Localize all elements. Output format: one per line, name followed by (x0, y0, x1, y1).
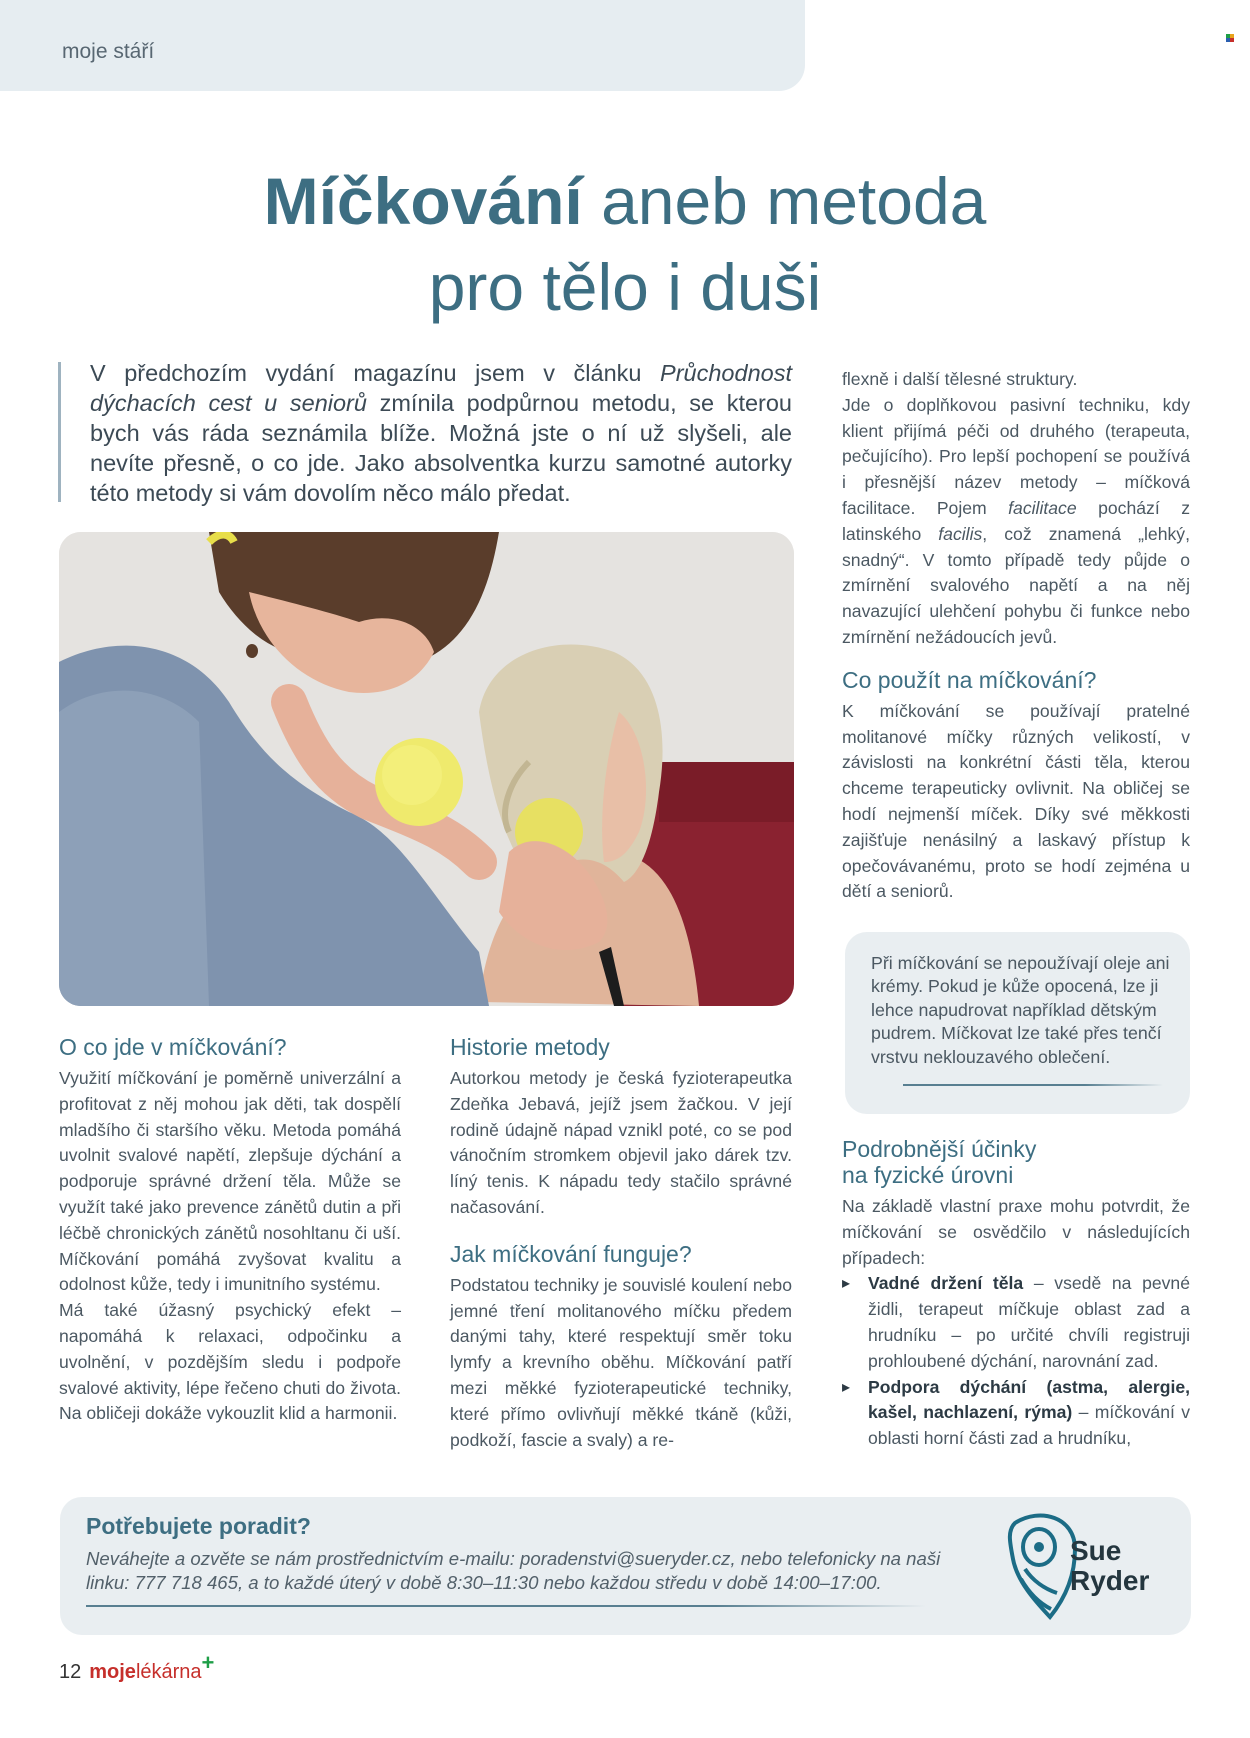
title-rest: aneb metoda (601, 164, 987, 238)
list-item (842, 1271, 1190, 1374)
tip-text: Při míčkování se nepoužívají oleje ani krémy. Pokud je kůže opocená, lze ji lehce napudrovat například dětským pudrem. Míčkovat lze také přes tenčí vrstvu neklouzavého oblečení. (871, 953, 1170, 1067)
effects-list (842, 1271, 1190, 1452)
corner-mark-icon (1226, 34, 1234, 42)
tip-divider (903, 1084, 1163, 1086)
brand-bold: moje (89, 1661, 136, 1683)
column-1 (59, 1034, 401, 1427)
col3-body1-i1: facilitace (1008, 497, 1077, 518)
col2-heading-how: Jak míčkování funguje? (450, 1240, 692, 1267)
col3-heading-what: Co použít na míčkování? (842, 666, 1097, 693)
col1-body: Využití míčkování je poměrně univerzální a profitovat z něj mohou jak děti, tak dospělí mladšího či staršího věku. Metoda pomáhá uvolnit svalové napětí, zlepšuje dýchání a podporuje správné držení těla. Může se využít také jako prevence zánětů dutin a při léčbě chronických zánětů nosohltanu či uší. Míčkování pomáhá zvyšovat kvalitu a odolnost kůže, tedy i imunitního systému. (59, 1068, 401, 1295)
article-title (0, 158, 1250, 330)
list-item (842, 1375, 1190, 1452)
page-number: 12 (59, 1661, 82, 1683)
lead-paragraph (90, 358, 792, 508)
list-item-text: – míčkování v oblasti horní části zad a hrudníku, (868, 1402, 1190, 1449)
list-item-bold: Vadné držení těla (868, 1273, 1024, 1294)
title-line2: pro tělo i duši (428, 250, 822, 324)
col3-body1-b: pochází z latinského (842, 497, 1190, 544)
col3-body1-a: Jde o doplňkovou pasivní techniku, kdy klient přijímá péči od druhého (terapeuta, pečujícího). Pro lepší pochopení se používá i přesnější název metody – míčková facilitace. Pojem (842, 394, 1190, 518)
col3-body2: K míčkování se používají pratelné molitanové míčky různých velikostí, v závislosti na konkrétní části těla, kterou chceme terapeuticky ovlivnit. Na obličej se hodí nejmenší míček. Díky své měkkosti zajišťuje nenásilný a laskavý přístup k opečovávanému, proto se hodí zejména u dětí a seniorů. (842, 700, 1190, 902)
column-2 (450, 1034, 792, 1453)
lead-italic: Průchodnost dýchacích cest u seniorů (90, 360, 792, 416)
col2-heading-history: Historie metody (450, 1034, 610, 1060)
col3-heading-effects-line2: na fyzické úrovni (842, 1162, 1014, 1188)
section-tab-label: moje stáří (62, 40, 155, 63)
help-divider (86, 1605, 926, 1607)
col1-body2: Má také úžasný psychický efekt – napomáhá k relaxaci, odpočinku a uvolnění, v pozdějším sledu i podpoře svalové aktivity, lépe řečeno chuti do života. Na obličeji dokáže vykouzlit klid a harmonii. (59, 1300, 401, 1424)
page-footer (59, 1650, 215, 1684)
col3-body1 (842, 393, 1190, 651)
col3-body1-i2: facilis (938, 523, 983, 544)
help-box (60, 1497, 1191, 1635)
lead-part1: V předchozím vydání magazínu jsem v článku (90, 360, 661, 386)
help-text: Neváhejte a ozvěte se nám prostřednictvím e-mailu: poradenstvi@sueryder.cz, nebo telefonicky na naši linku: 777 718 465, a to každé úterý v době 8:30–11:30 nebo každou středu v době 14:00–17:00. (86, 1548, 941, 1593)
column-3-top (842, 367, 1190, 905)
tip-box (845, 932, 1190, 1114)
lead-divider (58, 362, 61, 502)
lead-part2: zmínila podpůrnou metodu, se kterou bych vás ráda seznámila blíže. Možná jste o ní už slyšeli, ale nevíte přesně, o co jde. Jako absolventka kurzu samotné autorky této metody si vám dovolím něco málo předat. (90, 390, 793, 506)
col1-heading: O co jde v míčkování? (59, 1034, 287, 1060)
section-tab (0, 0, 805, 91)
help-title: Potřebujete poradit? (86, 1513, 311, 1539)
sue-ryder-wordmark (1070, 1536, 1149, 1596)
logo-line2: Ryder (1070, 1565, 1150, 1596)
column-3-bottom (842, 1136, 1190, 1452)
col3-cont-line: flexně i další tělesné struktury. (842, 369, 1078, 389)
photo-illustration (59, 532, 794, 1006)
brand-plus-icon: + (201, 1650, 215, 1675)
col2-body-how: Podstatou techniky je souvislé koulení nebo jemné tření molitanového míčku předem danými tahy, které respektují směr toku lymfy a krevního oběhu. Míčkování patří mezi měkké fyzioterapeutické techniky, které přímo ovlivňují měkké tkáně (kůži, podkoží, fascie a svaly) a re- (450, 1274, 792, 1450)
logo-line1: Sue (1070, 1535, 1122, 1566)
list-item-text: – vsedě na pevné židli, terapeut míčkuje oblast zad a hrudníku – po určité chvíli registruji prohloubené dýchání, narovnání zad. (868, 1273, 1191, 1371)
col3-heading-effects (842, 1136, 1190, 1188)
col3-body3: Na základě vlastní praxe mohu potvrdit, že míčkování se osvědčilo v následujících případech: (842, 1196, 1190, 1268)
col2-body-history: Autorkou metody je česká fyzioterapeutka Zdeňka Jebavá, jejíž jsem žačkou. V její rodině údajně nápad vznikl poté, co se pod vánočním stromkem objevil jako dárek tzv. líný tenis. K nápadu tedy stačilo správné načasování. (450, 1068, 792, 1217)
brand-rest: lékárna (135, 1661, 202, 1683)
col3-body1-c: , což znamená „lehký, snadný“. V tomto případě tedy půjde o zmírnění svalového napětí a na něj navazující ulehčení pohybu či funkce nebo zmírnění nežádoucích jevů. (842, 523, 1190, 647)
col3-heading-effects-line1: Podrobnější účinky (842, 1136, 1037, 1162)
list-item-bold: Podpora dýchání (astma, alergie, kašel, nachlazení, rýma) (868, 1376, 1190, 1423)
title-bold: Míčkování (263, 164, 583, 238)
article-photo (59, 532, 794, 1006)
